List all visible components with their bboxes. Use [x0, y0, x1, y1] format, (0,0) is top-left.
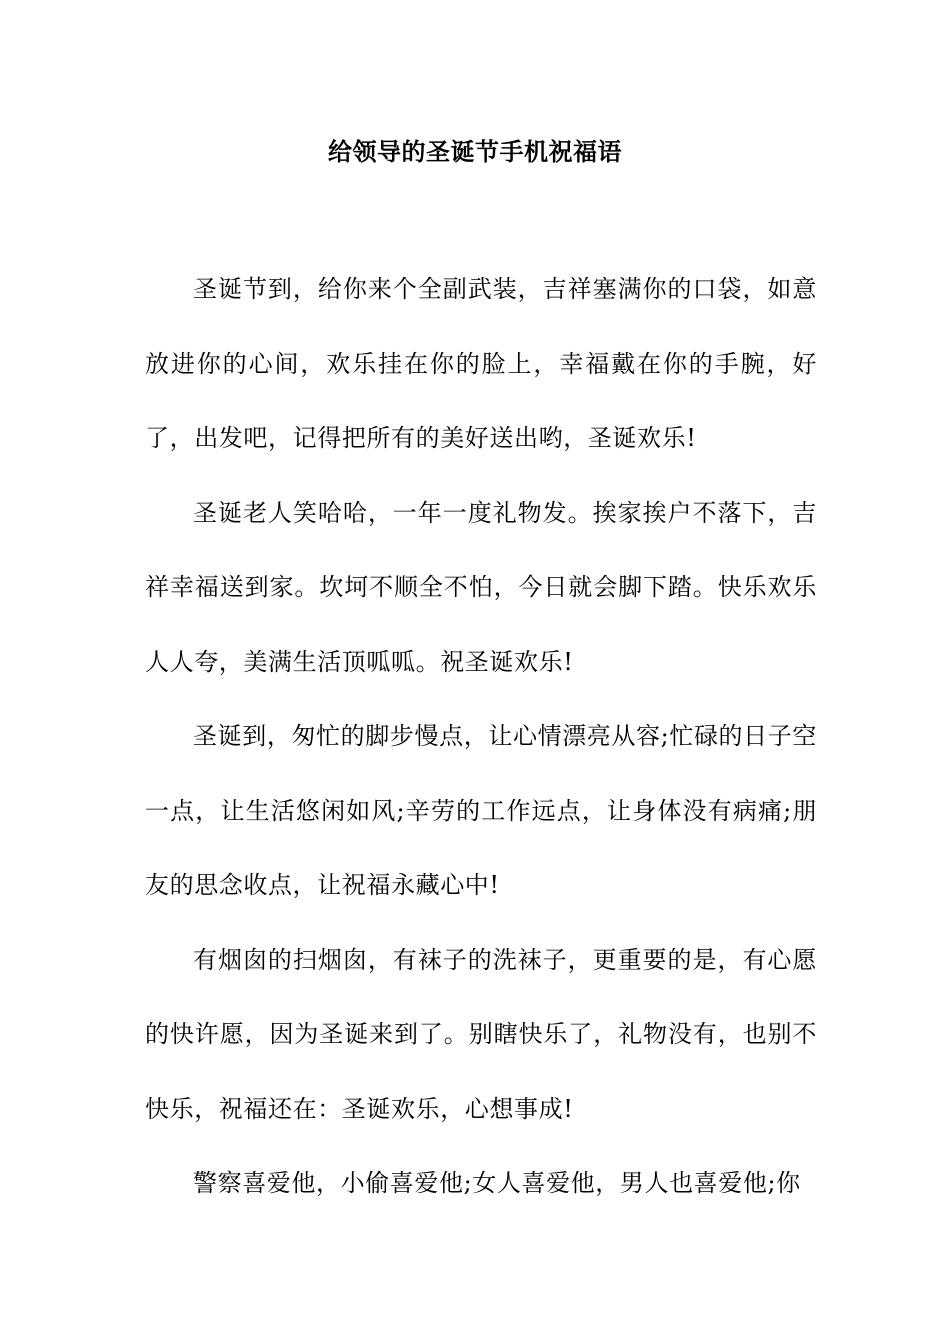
document-title: 给领导的圣诞节手机祝福语 [328, 138, 622, 166]
paragraph-3: 圣诞到，匆忙的脚步慢点，让心情漂亮从容;忙碌的日子空一点，让生活悠闲如风;辛劳的工作远点，让身体没有病痛;朋友的思念收点，让祝福永藏心中! [145, 722, 817, 899]
paragraph-4: 有烟囱的扫烟囱，有袜子的洗袜子，更重要的是，有心愿的快许愿，因为圣诞来到了。别瞎快乐了，礼物没有，也别不快乐，祝福还在：圣诞欢乐，心想事成! [145, 945, 817, 1123]
paragraph-2: 圣诞老人笑哈哈，一年一度礼物发。挨家挨户不落下，吉祥幸福送到家。坎坷不顺全不怕，今日就会脚下踏。快乐欢乐人人夸，美满生活顶呱呱。祝圣诞欢乐! [145, 498, 817, 676]
paragraph-5: 警察喜爱他，小偷喜爱他;女人喜爱他，男人也喜爱他;你 [193, 1169, 801, 1197]
paragraph-1: 圣诞节到，给你来个全副武装，吉祥塞满你的口袋，如意放进你的心间，欢乐挂在你的脸上，幸福戴在你的手腕，好了，出发吧，记得把所有的美好送出哟，圣诞欢乐! [145, 275, 817, 452]
document-body [145, 252, 817, 1221]
